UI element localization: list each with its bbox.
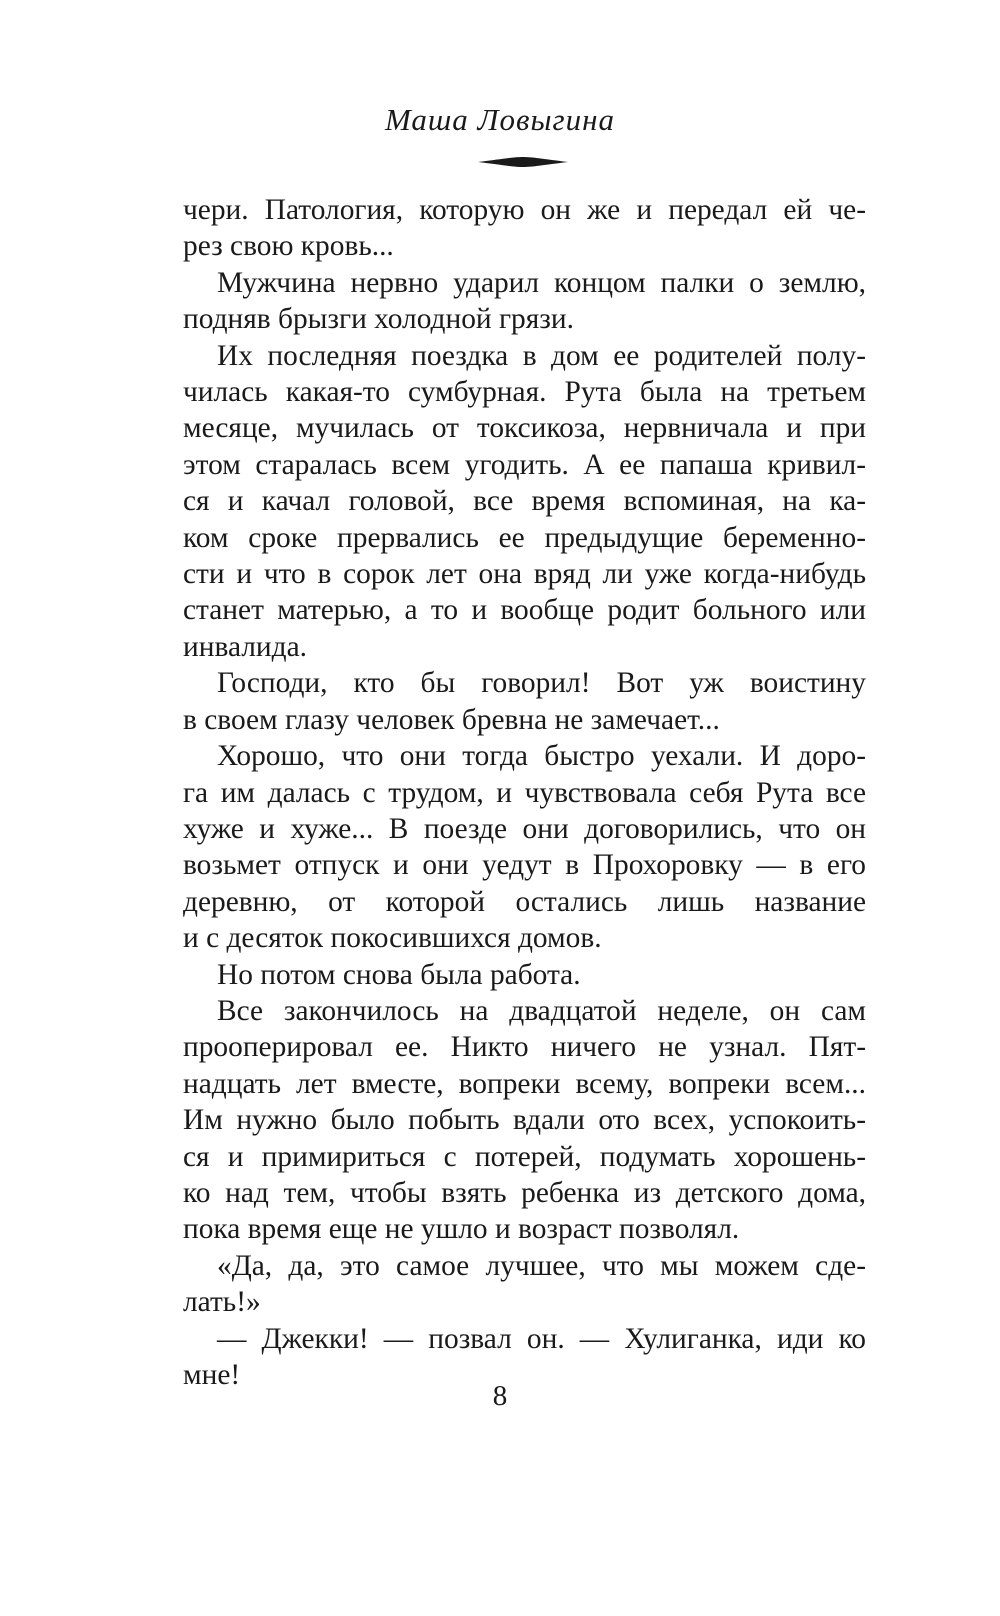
text-line: подняв брызги холодной грязи. (183, 303, 574, 336)
text-line: ко над тем, чтобы взять ребенка из детского дома, (183, 1176, 866, 1209)
text-line: Но потом снова была работа. (217, 958, 581, 991)
text-line: в своем глазу человек бревна не замечает... (183, 703, 720, 736)
text-line: «Да, да, это самое лучшее, что мы можем сде- (217, 1249, 866, 1282)
text-line: — Джекки! — позвал он. — Хулиганка, иди ко (217, 1322, 866, 1355)
text-line: мне! (183, 1359, 241, 1391)
text-line: ся и примириться с потерей, подумать хорошень- (183, 1140, 866, 1173)
text-line: га им далась с трудом, и чувствовала себя Рута все (183, 776, 866, 809)
text-line: прооперировал ее. Никто ничего не узнал. Пят- (183, 1031, 866, 1064)
text-line: инвалида. (183, 630, 307, 663)
running-head-author: Маша Ловыгина (385, 102, 615, 137)
text-line: Господи, кто бы говорил! Вот уж воистину (217, 667, 866, 700)
text-line: Хорошо, что они тогда быстро уехали. И доро- (217, 740, 866, 773)
text-line: пока время еще не ушло и возраст позволял. (183, 1213, 740, 1246)
text-line: Мужчина нервно ударил концом палки о землю, (217, 266, 866, 299)
text-line: лать!» (183, 1286, 261, 1319)
text-line: Все закончилось на двадцатой неделе, он сам (217, 994, 866, 1027)
text-line: этом старалась всем угодить. А ее папаша кривил- (183, 448, 866, 481)
text-line: чери. Патология, которую он же и передал ей че- (183, 194, 866, 226)
text-line: Их последняя поездка в дом ее родителей полу- (217, 339, 866, 372)
text-line: и с десяток покосившихся домов. (183, 922, 602, 955)
text-line: месяце, мучилась от токсикоза, нервничала и при (183, 412, 866, 445)
text-line: рез свою кровь... (183, 230, 394, 263)
body-text (183, 192, 866, 1393)
text-line: хуже и хуже... В поезде они договорились, что он (183, 812, 866, 845)
text-line: ся и качал головой, все время вспоминая, на ка- (183, 485, 866, 518)
dash-ornament-icon (478, 155, 568, 169)
text-line: чилась какая-то сумбурная. Рута была на третьем (183, 376, 866, 409)
text-line: деревню, от которой остались лишь название (183, 885, 866, 918)
page-number: 8 (492, 1380, 508, 1412)
text-line: сти и что в сорок лет она вряд ли уже когда-нибудь (183, 558, 866, 591)
text-line: возьмет отпуск и они уедут в Прохоровку — в его (183, 849, 866, 882)
text-line: ком сроке прервались ее предыдущие беременно- (183, 521, 866, 554)
text-line: надцать лет вместе, вопреки всему, вопреки всем... (183, 1067, 866, 1100)
text-line: станет матерью, а то и вообще родит больного или (183, 594, 866, 627)
text-line: Им нужно было побыть вдали ото всех, успокоить- (183, 1104, 866, 1137)
